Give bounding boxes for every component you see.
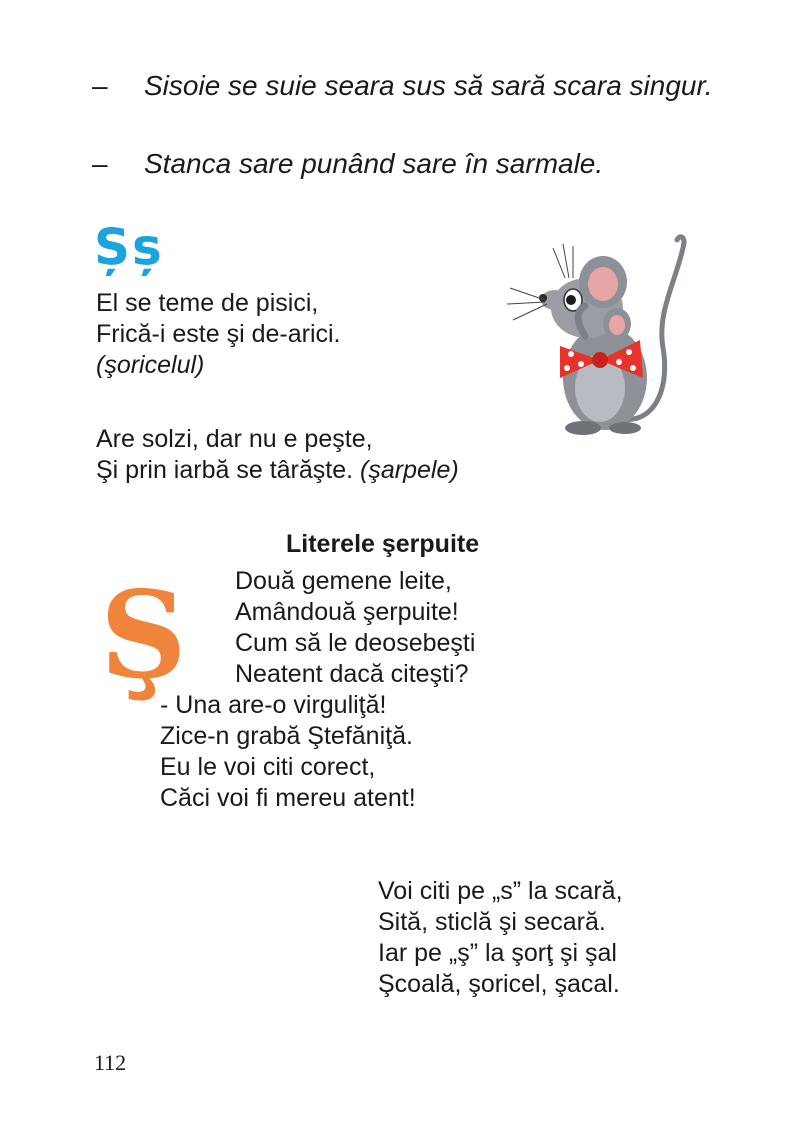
poem-line: Cum să le deosebeşti [235, 629, 476, 657]
riddle-answer: (şarpele) [360, 456, 459, 484]
poem-line: Şcoală, şoricel, şacal. [378, 970, 620, 998]
riddle-line: Frică-i este şi de-arici. [96, 320, 341, 348]
decorative-letter: Ş [100, 565, 187, 706]
poem-line: - Una are-o virguliţă! [160, 691, 387, 719]
poem-stanza-1 [235, 566, 475, 690]
poem-line: Iar pe „ş” la şorţ şi şal [378, 939, 617, 967]
dash: – [92, 148, 108, 179]
dialogue-text: Sisoie se suie seara sus să sară scara singur. [144, 70, 713, 101]
poem-line: Amândouă şerpuite! [235, 598, 459, 626]
riddle-line: El se teme de pisici, [96, 289, 319, 317]
poem-line: Căci voi fi mereu atent! [160, 784, 416, 812]
poem-stanza-2 [160, 690, 416, 814]
dialogue-line-1 [92, 68, 732, 140]
riddle-answer: (şoricelul) [96, 351, 205, 379]
riddle-line-with-answer [96, 455, 459, 486]
letter-heading: Șș [94, 218, 164, 276]
dialogue-line-2 [92, 146, 732, 182]
riddle-line: Şi prin iarbă se târăşte. [96, 456, 354, 484]
riddle-2 [96, 424, 459, 486]
poem-stanza-3 [378, 876, 623, 1000]
poem-line: Neatent dacă citeşti? [235, 660, 469, 688]
poem-line: Voi citi pe „s” la scară, [378, 877, 623, 905]
poem-line: Două gemene leite, [235, 567, 452, 595]
dash: – [92, 70, 108, 101]
mouse-illustration [505, 228, 705, 443]
riddle-1 [96, 288, 341, 381]
riddle-line: Are solzi, dar nu e peşte, [96, 425, 373, 453]
poem-line: Sită, sticlă şi secară. [378, 908, 606, 936]
page-number: 112 [94, 1050, 127, 1075]
poem-title: Literele şerpuite [286, 530, 480, 558]
poem-line: Eu le voi citi corect, [160, 753, 376, 781]
poem-line: Zice-n grabă Ştefăniţă. [160, 722, 413, 750]
dialogue-text: Stanca sare punând sare în sarmale. [144, 148, 604, 179]
